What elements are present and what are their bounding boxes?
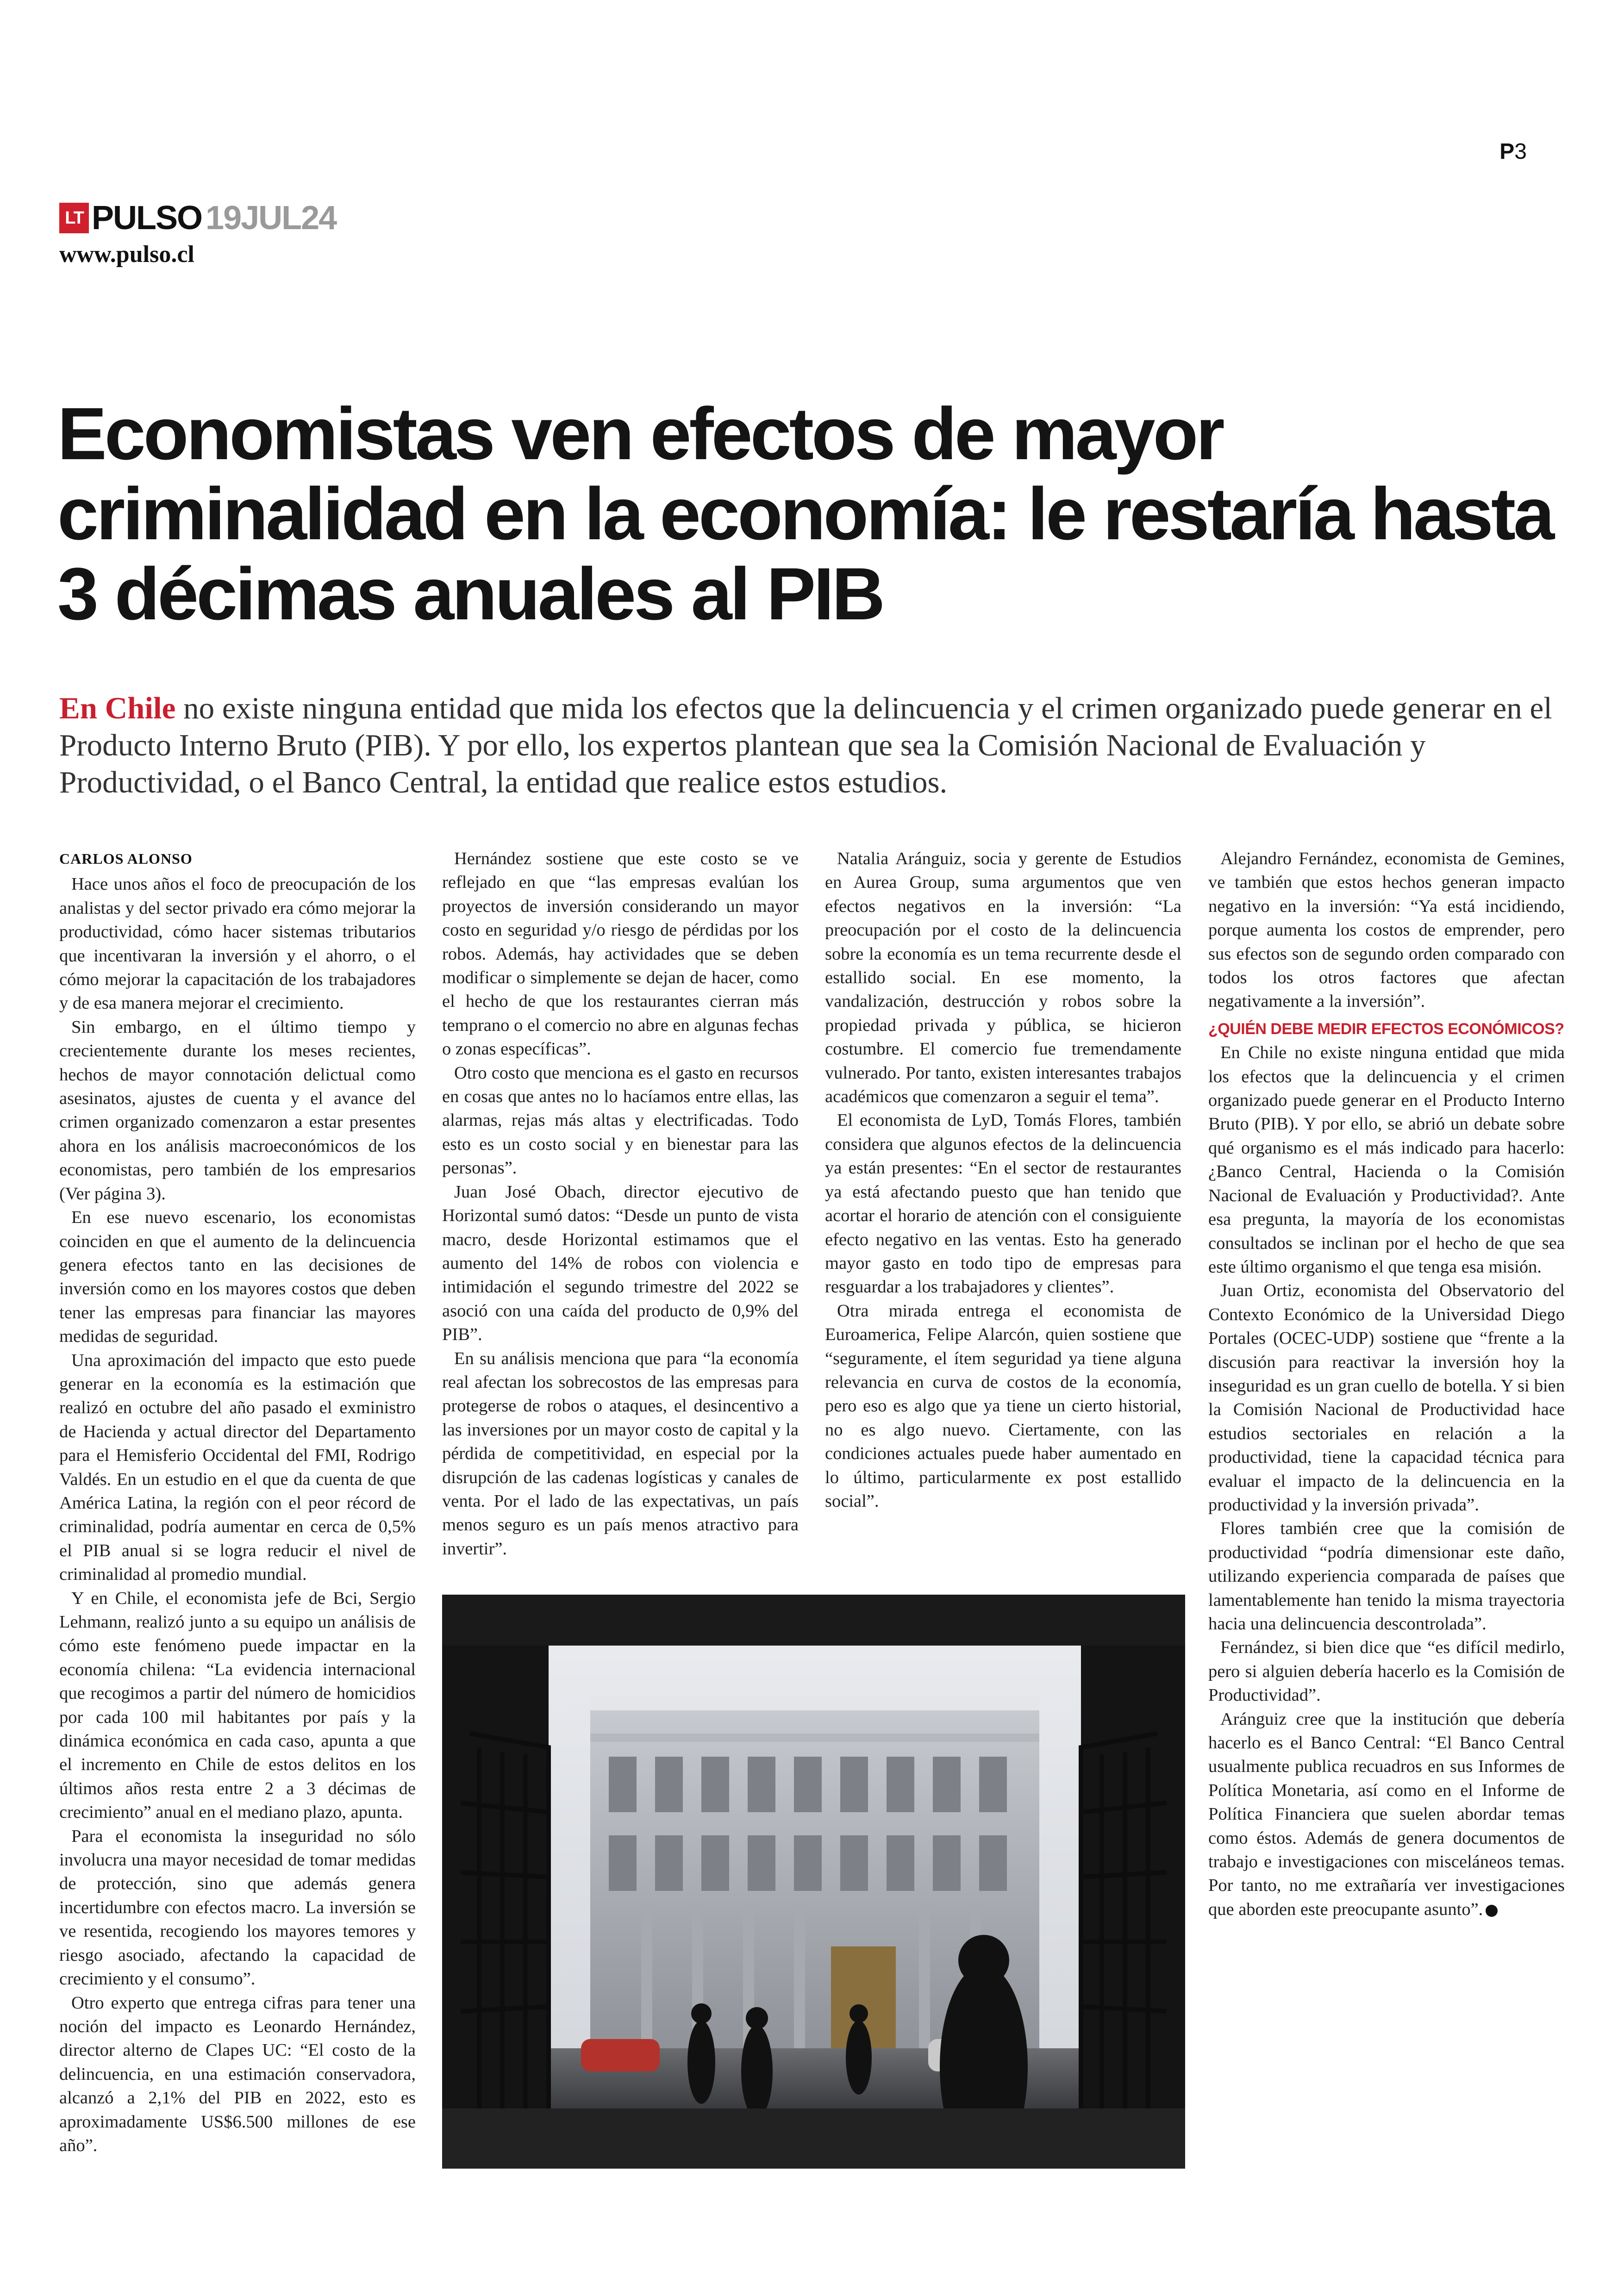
paragraph: Flores también cree que la comisión de productividad “podría dimensionar este daño, utilizando experiencia comparada de países que lamentablemente han tenido la misma trayectoria hacia una delincuencia descontrolada”.	[1208, 1519, 1565, 1634]
paragraph: Fernández, si bien dice que “es difícil medirlo, pero si alguien debería hacerlo es la Comisión de Productividad”.	[1208, 1638, 1565, 1705]
paragraph: Hace unos años el foco de preocupación de los analistas y del sector privado era cómo mejorar la productividad, cómo hacer sistemas tributarios que incentivaran la inversión y el ahorro, o el cómo mejorar la capacitación de los trabajadores y de esa manera mejorar el crecimiento.	[59, 874, 416, 1013]
paragraph: Juan José Obach, director ejecutivo de Horizontal sumó datos: “Desde un punto de vista macro, desde Horizontal estimamos que el aumento del 14% de robos con violencia e intimidación el segundo trimestre del 2022 se asoció con una caída del producto de 0,9% del PIB”.	[442, 1182, 799, 1345]
la-tercera-logo: LT	[59, 203, 89, 233]
column-1	[59, 847, 416, 2158]
paragraph: Para el economista la inseguridad no sólo involucra una mayor necesidad de tomar medidas de protección, sino que además genera incertidumbre con efectos macro. La inversión se ve resentida, recogiendo los mayores temores y riesgo asociado, afectando la capacidad de crecimiento y el consumo”.	[59, 1826, 416, 1989]
section-subhead: ¿QUIÉN DEBE MEDIR EFECTOS ECONÓMICOS?	[1208, 1020, 1564, 1038]
paragraph: Una aproximación del impacto que esto puede generar en la economía es la estimación que realizó en octubre del año pasado el exministro de Hacienda y actual director del Departamento para el Hemisferio Occidental del FMI, Rodrigo Valdés. En un estudio en el que da cuenta de que América Latina, la región con el peor récord de criminalidad, podría aumentar en cerca de 0,5% el PIB anual si se logra reducir el nivel de criminalidad al promedio mundial.	[59, 1350, 416, 1584]
paragraph: En Chile no existe ninguna entidad que mida los efectos que la delincuencia y el crimen organizado puede generar en el Producto Interno Bruto (PIB). Y por ello, se abrió un debate sobre qué organismo es el más indicado para hacerlo: ¿Banco Central, Hacienda o la Comisión Nacional de Evaluación y Productividad?. Ante esa pregunta, la mayoría de los economistas consultados se inclinan por el hecho de que sea este último organismo el que tenga esa misión.	[1208, 1043, 1565, 1277]
column-4	[1208, 847, 1565, 1921]
paragraph: Y en Chile, el economista jefe de Bci, Sergio Lehmann, realizó junto a su equipo un análisis de cómo este fenómeno puede impactar en la economía chilena: “La evidencia internacional que recogimos a partir del número de homicidios por cada 100 mil habitantes por país y la dinámica económica en cada caso, apunta a que el incremento en Chile de estos delitos en los últimos años resta entre 2 a 3 décimas de crecimiento” anual en el mediano plazo, apunta.	[59, 1588, 416, 1822]
brand-name: PULSO	[92, 200, 202, 237]
paragraph: Natalia Aránguiz, socia y gerente de Estudios en Aurea Group, suma argumentos que ven efectos negativos en la inversión: “La preocupación por el costo de la delincuencia sobre la economía es un tema recurrente desde el estallido social. En ese momento, la vandalización, destrucción y robos sobre la propiedad privada y pública, se hicieron costumbre. El comercio fue tremendamente vulnerado. Por tanto, existen interesantes trabajos académicos que comenzaron a seguir el tema”.	[825, 849, 1181, 1107]
paragraph: Otro costo que menciona es el gasto en recursos en cosas que antes no lo hacíamos entre ellas, las alarmas, rejas más altas y electrificadas. Todo esto es un costo social y en bienestar para las personas”.	[442, 1063, 799, 1178]
paragraph: Hernández sostiene que este costo se ve reflejado en que “las empresas evalúan los proyectos de inversión considerando un mayor costo en seguridad y/o riesgo de pérdidas por los robos. Además, hay actividades que se deben modificar o simplemente se dejan de hacer, como el hecho de que los restaurantes cierran más temprano o el comercio no abre en algunas fechas o zonas específicas”.	[442, 849, 799, 1059]
photo-illustration	[442, 1595, 1185, 2169]
paragraph: Otro experto que entrega cifras para tener una noción del impacto es Leonardo Hernández, director alterno de Clapes UC: “El costo de la delincuencia, en una estimación conservadora, alcanzó a 2,1% del PIB en 2022, esto es aproximadamente US$6.500 millones de ese año”.	[59, 1993, 416, 2155]
paragraph: Sin embargo, en el último tiempo y crecientemente durante los meses recientes, hechos de mayor connotación delictual como asesinatos, ajustes de cuenta y el avance del crimen organizado comenzaron a estar presentes ahora en los análisis macroeconómicos de los economistas, pero también de los empresarios (Ver página 3).	[59, 1017, 416, 1204]
paragraph: El economista de LyD, Tomás Flores, también considera que algunos efectos de la delincuencia ya están presentes: “En el sector de restaurantes ya está afectando puesto que han tenido que acortar el horario de atención con el consiguiente efecto negativo en las ventas. Esto ha generado mayor gasto en todo tipo de empresas para resguardar a los trabajadores y clientes”.	[825, 1110, 1181, 1297]
column-3	[825, 847, 1181, 1513]
paragraph: Aránguiz cree que la institución que debería hacerlo es el Banco Central: “El Banco Central usualmente publica recuadros en sus Informes de Política Monetaria, así como en el Informe de Política Financiera que suelen abordar temas como éstos. Además de genera documentos de trabajo e investigaciones con misceláneos temas. Por tanto, no me extrañaría ver investigaciones que aborden este preocupante asunto”.P	[1208, 1708, 1565, 1922]
paragraph: En su análisis menciona que para “la economía real afectan los sobrecostos de las empresas para protegerse de robos o ataques, el desincentivo a las inversiones por un mayor costo de capital y la pérdida de competitividad, en especial por la disrupción de las cadenas logísticas y canales de venta. Por el lado de las expectativas, un país menos seguro es un país menos atractivo para invertir”.	[442, 1348, 799, 1559]
issue-date: 19JUL24	[206, 200, 337, 237]
page-number: P3	[1499, 139, 1527, 164]
deck-lead: En Chile	[59, 691, 176, 725]
byline: CARLOS ALONSO	[59, 850, 193, 867]
column-2	[442, 847, 799, 1561]
website-link[interactable]: www.pulso.cl	[59, 241, 194, 268]
paragraph: En ese nuevo escenario, los economistas coinciden en que el aumento de la delincuencia genera efectos tanto en las decisiones de inversión como en los mayores costos que deben tener las empresas para financiar las mayores medidas de seguridad.	[59, 1208, 416, 1347]
deck	[59, 690, 1559, 801]
photo-banco-central-street-scene	[442, 1595, 1185, 2169]
end-mark-icon	[1486, 1905, 1498, 1917]
paragraph: Alejandro Fernández, economista de Gemines, ve también que estos hechos generan impacto negativo en la inversión: “Ya está incidiendo, porque aumenta los costos de emprender, pero sus efectos son de segundo orden comparado con todos los otros factores que afectan negativamente a la inversión”.	[1208, 849, 1565, 1011]
paragraph: Juan Ortiz, economista del Observatorio del Contexto Económico de la Universidad Diego Portales (OCEC-UDP) sostiene que “frente a la discusión para reactivar la inversión hoy la inseguridad es un gran cuello de botella. Y si bien la Comisión Nacional de Productividad hace estudios sectoriales en relación a la productividad, tiene la capacidad técnica para evaluar el impacto de la delincuencia en la productividad y la inversión privada”.	[1208, 1281, 1565, 1515]
paragraph: Otra mirada entrega el economista de Euroamerica, Felipe Alarcón, quien sostiene que “seguramente, el ítem seguridad ya tiene alguna relevancia en curva de costos de la economía, pero eso es algo que ya tiene un cierto historial, no es algo nuevo. Ciertamente, con las condiciones actuales puede haber aumentado en lo último, particularmente ex post estallido social”.	[825, 1301, 1181, 1511]
deck-text: no existe ninguna entidad que mida los efectos que la delincuencia y el crimen organizado puede generar en el Producto Interno Bruto (PIB). Y por ello, los expertos plantean que sea la Comisión Nacional de Evaluación y Productividad, o el Banco Central, la entidad que realice estos estudios.	[59, 691, 1552, 799]
masthead	[59, 199, 336, 237]
headline: Economistas ven efectos de mayor criminalidad en la economía: le restaría hasta 3 décimas anuales al PIB	[57, 392, 1553, 635]
